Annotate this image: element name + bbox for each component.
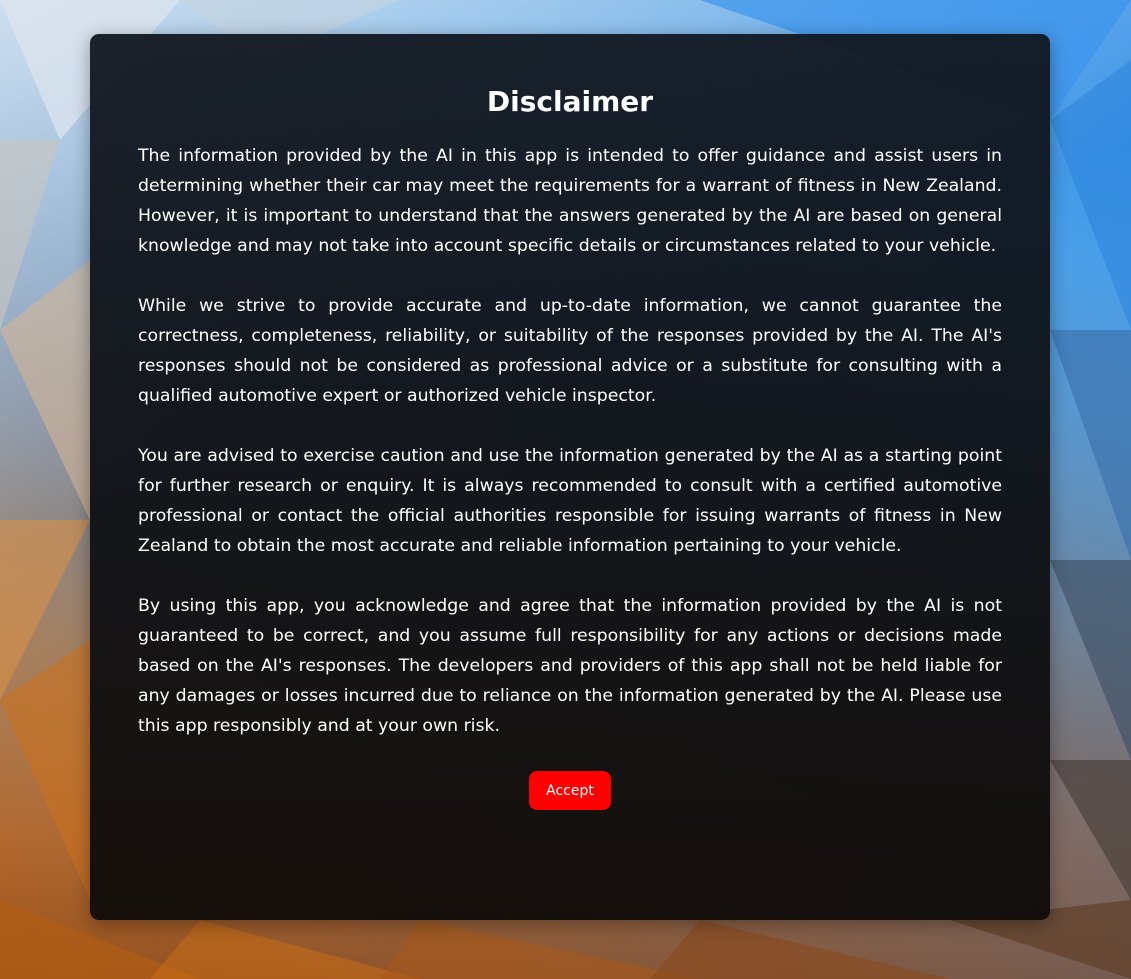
accept-button[interactable]: Accept: [529, 771, 611, 810]
modal-actions: [138, 771, 1002, 810]
disclaimer-paragraph-2: While we strive to provide accurate and up-to-date information, we cannot guarantee the correctness, completeness, reliability, or suitability of the responses provided by the AI. The AI's responses should not be considered as professional advice or a substitute for consulting with a qualified automotive expert or authorized vehicle inspector.: [138, 296, 1002, 406]
modal-title: Disclaimer: [486, 85, 654, 118]
disclaimer-paragraph-3: You are advised to exercise caution and use the information generated by the AI as a starting point for further research or enquiry. It is always recommended to consult with a certified automotive professional or contact the official authorities responsible for issuing warrants of fitness in New Zealand to obtain the most accurate and reliable information pertaining to your vehicle.: [138, 446, 1002, 556]
disclaimer-modal: [90, 34, 1050, 920]
disclaimer-paragraph-1: The information provided by the AI in this app is intended to offer guidance and assist users in determining whether their car may meet the requirements for a warrant of fitness in New Zealand. However, it is important to understand that the answers generated by the AI are based on general knowledge and may not take into account specific details or circumstances related to your vehicle.: [138, 146, 1002, 256]
disclaimer-paragraph-4: By using this app, you acknowledge and agree that the information provided by the AI is not guaranteed to be correct, and you assume full responsibility for any actions or decisions made based on the AI's responses. The developers and providers of this app shall not be held liable for any damages or losses incurred due to reliance on the information generated by the AI. Please use this app responsibly and at your own risk.: [138, 596, 1002, 736]
disclaimer-body: [138, 141, 1002, 741]
